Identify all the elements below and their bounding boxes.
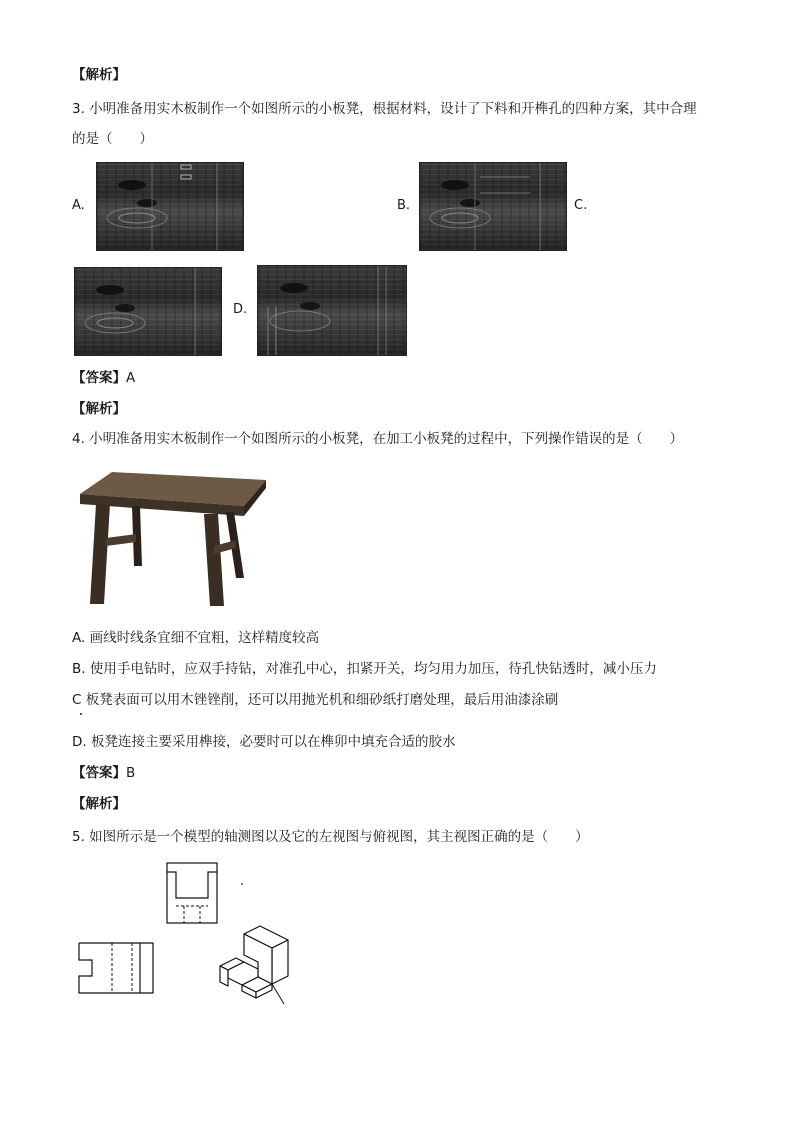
q4-option-d: D. 板凳连接主要采用榫接，必要时可以在榫卯中填充合适的胶水	[72, 734, 456, 750]
q4-option-b: B. 使用手电钻时，应双手持钻，对准孔中心，扣紧开关，均匀用力加压，待孔快钻透时，减小压力	[72, 661, 657, 677]
q5-stem: 5. 如图所示是一个模型的轴测图以及它的左视图与俯视图，其主视图正确的是（ ）	[72, 829, 589, 845]
q4-answer-row	[72, 764, 135, 782]
q3-answer-label: 【答案】	[72, 370, 126, 386]
q3-option-a-label: A.	[72, 198, 85, 213]
q3-analysis-label: 【解析】	[72, 67, 126, 83]
q3-option-d-wood-image	[257, 265, 407, 356]
small-mark	[241, 883, 243, 885]
q3-stem-line2: 的是（ ）	[72, 131, 153, 147]
q4-option-a: A. 画线时线条宜细不宜粗，这样精度较高	[72, 630, 320, 646]
q5-top-view-figure	[78, 942, 154, 994]
q3-answer-row	[72, 369, 135, 387]
q5-axonometric-figure	[214, 922, 296, 1008]
q4-analysis-label: 【解析】	[72, 796, 126, 812]
stray-dot	[80, 713, 82, 715]
q3-option-c-wood-image	[74, 267, 222, 356]
q4-answer-label: 【答案】	[72, 765, 126, 781]
q3-option-a-wood-image	[96, 162, 244, 251]
q3-answer-value: A	[126, 370, 136, 386]
q3-option-b-label: B.	[397, 198, 411, 213]
q3-analysis-label-2: 【解析】	[72, 401, 126, 417]
q3-option-d-label: D.	[233, 302, 248, 317]
q5-left-view-figure	[166, 862, 218, 924]
q3-option-b-wood-image	[419, 162, 567, 251]
q4-stool-image	[76, 466, 268, 612]
q4-stem: 4. 小明准备用实木板制作一个如图所示的小板凳，在加工小板凳的过程中，下列操作错误的是（ ）	[72, 431, 684, 447]
q4-answer-value: B	[126, 765, 136, 781]
q4-option-c: C 板凳表面可以用木锉锉削，还可以用抛光机和细砂纸打磨处理，最后用油漆涂刷	[72, 692, 559, 708]
q3-stem-line1: 3. 小明准备用实木板制作一个如图所示的小板凳，根据材料，设计了下料和开榫孔的四种方案，其中合理	[72, 101, 697, 117]
q3-option-c-label: C.	[574, 198, 588, 213]
